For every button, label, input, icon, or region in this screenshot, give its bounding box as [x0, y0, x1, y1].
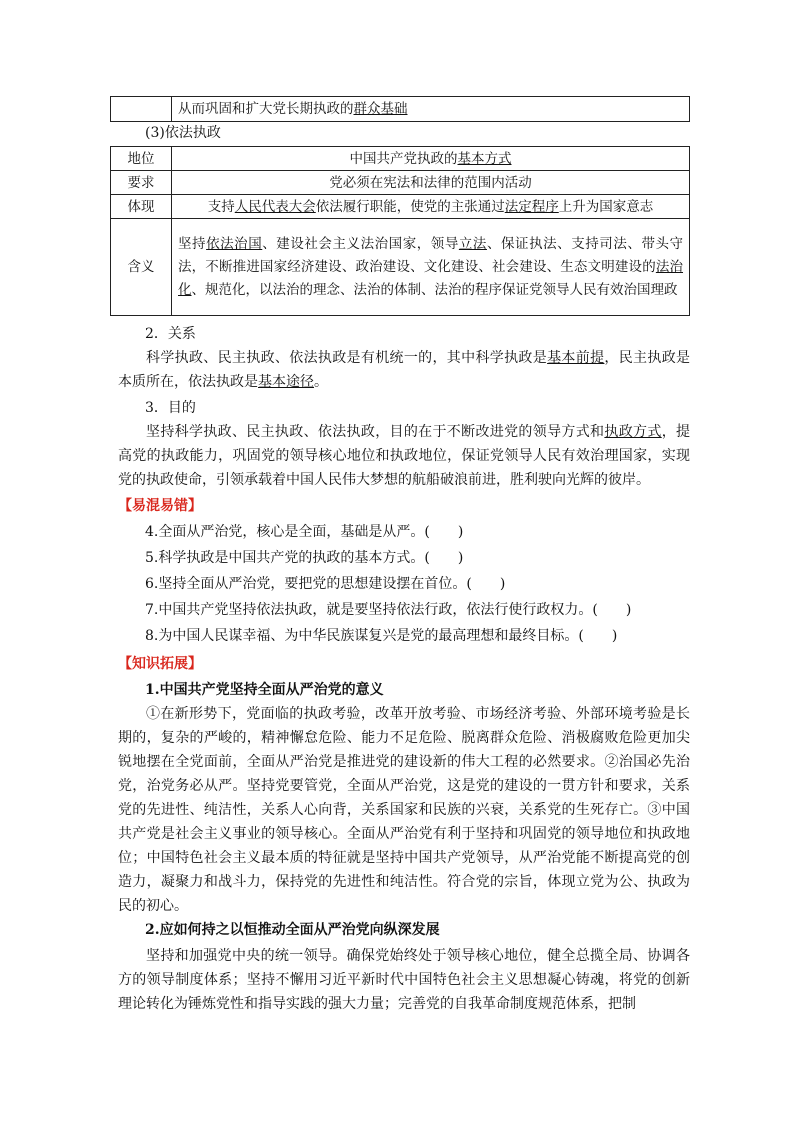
section3-heading: (3)依法执政: [145, 125, 221, 141]
extension-body-1: ①在新形势下，党面临的执政考验，改革开放考验、市场经济考验、外部环境考验是长期的，复杂的严峻的，精神懈怠危险、能力不足危险、脱离群众危险、消极腐败危险更加尖锐地摆在全党面前，全面从严治党是推进党的建设新的伟大工程的必然要求。②治国必先治党，治党务必从严。坚持党要管党，全面从严治党，这是党的建设的一贯方针和要求，关系党的先进性、纯洁性，关系人心向背，关系国家和民族的兴衰，关系党的生死存亡。③中国共产党是社会主义事业的领导核心。全面从严治党有利于坚持和巩固党的领导地位和执政地位；中国特色社会主义最本质的特征就是坚持中国共产党领导，从严治党能不断提高党的创造力，凝聚力和战斗力，保持党的先进性和纯洁性。符合党的宗旨，体现立党为公、执政为民的初心。: [118, 706, 690, 914]
list-item: 4.全面从严治党，核心是全面，基础是从严。( ): [145, 524, 464, 540]
relation-paragraph: 科学执政、民主执政、依法执政是有机统一的，其中科学执政是基本前提，民主执政是本质所在，依法执政是基本途径。: [118, 350, 691, 390]
purpose-heading: 3．目的: [145, 400, 196, 416]
list-item: 8.为中国人民谋幸福、为中华民族谋复兴是党的最高理想和最终目标。( ): [145, 628, 618, 644]
purpose-paragraph: 坚持科学执政、民主执政、依法执政，目的在于不断改进党的领导方式和执政方式，提高党的执政能力，巩固党的领导核心地位和执政地位，保证党领导人民有效治理国家，实现党的执政使命，引领承载着中国人民伟大梦想的航船破浪前进，胜利驶向光辉的彼岸。: [118, 424, 691, 488]
list-item: 5.科学执政是中国共产党的执政的基本方式。( ): [145, 550, 464, 566]
extension-body-2: 坚持和加强党中央的统一领导。确保党始终处于领导核心地位，健全总揽全局、协调各方的领导制度体系；坚持不懈用习近平新时代中国特色社会主义思想凝心铸魂，将党的创新理论转化为锤炼党性和指导实践的强大力量；完善党的自我革命制度规范体系，把制: [118, 948, 690, 1012]
top-table-cell: 从而巩固和扩大党长期执政的群众基础: [172, 97, 690, 122]
table-row: 含义 坚持依法治国、建设社会主义法治国家，领导立法、保证执法、支持司法、带头守法，不断推进国家经济建设、政治建设、文化建设、社会建设、生态文明建设的法治化、规范化，以法治的理念、法治的体制、法治的程序保证党领导人民有效治国理政: [111, 219, 690, 316]
top-table-fragment: [110, 96, 690, 122]
list-item: 6.坚持全面从严治党，要把党的思想建设摆在首位。( ): [145, 576, 506, 592]
list-item: 7.中国共产党坚持依法执政，就是要坚持依法行政，依法行使行政权力。( ): [145, 602, 632, 618]
confusion-title: 【易混易错】: [118, 498, 202, 514]
table-row: 要求 党必须在宪法和法律的范围内活动: [111, 171, 690, 195]
table-row: 体现 支持人民代表大会依法履行职能，使党的主张通过法定程序上升为国家意志: [111, 195, 690, 219]
meaning-cell: 坚持依法治国、建设社会主义法治国家，领导立法、保证执法、支持司法、带头守法，不断推进国家经济建设、政治建设、文化建设、社会建设、生态文明建设的法治化、规范化，以法治的理念、法治的体制、法治的程序保证党领导人民有效治国理政: [172, 219, 690, 316]
extension-heading-1: 1.中国共产党坚持全面从严治党的意义: [145, 682, 384, 698]
table-row: 地位 中国共产党执政的基本方式: [111, 147, 690, 171]
extension-heading-2: 2.应如何持之以恒推动全面从严治党向纵深发展: [145, 922, 440, 938]
extension-title: 【知识拓展】: [118, 656, 202, 672]
rule-by-law-table: [110, 146, 690, 316]
relation-heading: 2．关系: [145, 326, 196, 342]
